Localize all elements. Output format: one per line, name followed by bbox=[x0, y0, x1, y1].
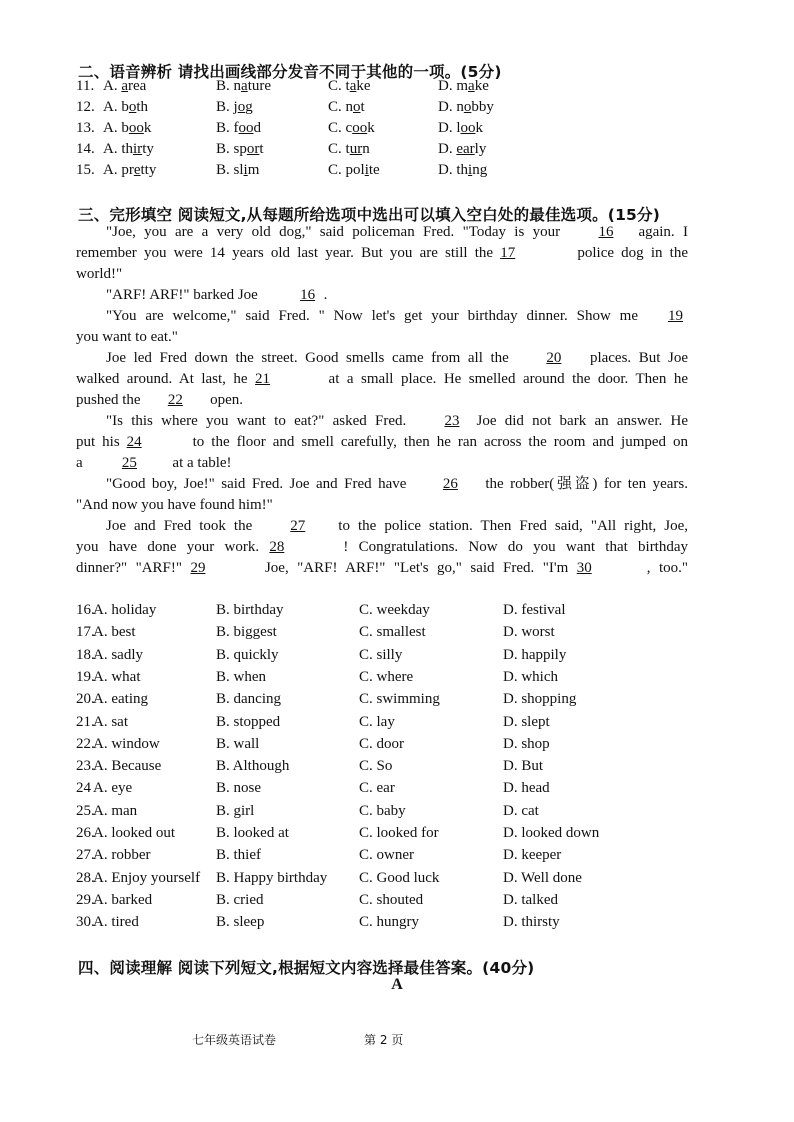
question-number: 20. bbox=[76, 691, 95, 708]
passage-text: open. bbox=[206, 392, 243, 408]
word-suffix: ture bbox=[247, 78, 272, 94]
option-c[interactable]: C. weekday bbox=[359, 602, 430, 618]
passage-text: ! Congratulations. Now do you want that birthday bbox=[343, 539, 689, 555]
option-d[interactable]: D. festival bbox=[503, 602, 566, 618]
underlined-letters: o bbox=[237, 99, 246, 115]
passage-text: you want to eat." bbox=[76, 329, 178, 345]
word-prefix: c bbox=[345, 120, 353, 136]
question-number: 22. bbox=[76, 735, 95, 752]
question-number: 17. bbox=[76, 624, 95, 641]
option-a[interactable]: A. eating bbox=[93, 691, 148, 708]
word-suffix: t bbox=[259, 141, 264, 157]
option-a[interactable] bbox=[103, 99, 148, 116]
passage-text: dinner?" "ARF!" bbox=[76, 560, 191, 576]
underlined-letters: o bbox=[463, 99, 472, 115]
option-a[interactable]: A. eye bbox=[93, 780, 133, 797]
blank-26: 26 bbox=[442, 476, 458, 492]
passage-line bbox=[76, 369, 688, 390]
option-a[interactable] bbox=[103, 162, 156, 179]
passage-line bbox=[76, 264, 122, 285]
option-c[interactable]: C. door bbox=[359, 735, 404, 752]
blank-23: 23 bbox=[444, 413, 460, 429]
word-prefix: f bbox=[233, 120, 239, 136]
blank-30: 30 bbox=[576, 560, 592, 576]
underlined-letters: or bbox=[246, 141, 260, 157]
option-a[interactable]: A. looked out bbox=[93, 825, 176, 841]
option-d[interactable] bbox=[438, 141, 486, 158]
option-b[interactable]: B. nose bbox=[216, 780, 261, 797]
option-d[interactable]: D. cat bbox=[503, 802, 539, 819]
option-c[interactable]: C. smallest bbox=[359, 624, 426, 641]
option-a[interactable]: A. sadly bbox=[93, 646, 143, 663]
option-b[interactable]: B. birthday bbox=[216, 602, 284, 618]
option-d[interactable] bbox=[438, 162, 487, 179]
passage-text: Joe did not bark an answer. He bbox=[476, 413, 688, 429]
word-suffix: ke bbox=[474, 78, 489, 94]
option-d[interactable]: D. slept bbox=[503, 713, 550, 730]
underlined-letters: e bbox=[133, 162, 141, 178]
option-b[interactable] bbox=[216, 120, 261, 137]
option-c[interactable]: C. looked for bbox=[359, 825, 439, 841]
passage-line bbox=[76, 285, 327, 306]
passage-text: you have done your work. bbox=[76, 539, 270, 555]
option-c[interactable]: C. shouted bbox=[359, 891, 424, 908]
option-d[interactable]: D. shopping bbox=[503, 691, 577, 708]
word-suffix: k bbox=[367, 120, 375, 136]
word-suffix: tty bbox=[140, 162, 157, 178]
passage-line bbox=[76, 348, 688, 369]
passage-line bbox=[76, 411, 688, 432]
option-a[interactable]: A. tired bbox=[93, 914, 139, 931]
word-suffix: th bbox=[136, 99, 149, 115]
option-letter: D. bbox=[438, 78, 457, 94]
option-a[interactable]: A. best bbox=[93, 624, 136, 641]
passage-text: , too." bbox=[646, 560, 688, 576]
option-b[interactable]: B. girl bbox=[216, 802, 255, 819]
blank-29: 29 bbox=[190, 560, 206, 576]
option-a[interactable]: A. Because bbox=[93, 758, 162, 775]
option-letter: D. bbox=[438, 162, 457, 178]
word-suffix: rea bbox=[128, 78, 147, 94]
passage-line bbox=[76, 558, 688, 579]
passage-line bbox=[76, 537, 688, 558]
question-number: 19. bbox=[76, 668, 95, 685]
option-letter: C. bbox=[328, 162, 346, 178]
option-d[interactable]: D. keeper bbox=[503, 847, 562, 864]
word-suffix: ng bbox=[472, 162, 488, 178]
passage-text: pushed the bbox=[76, 392, 145, 408]
option-d[interactable] bbox=[438, 99, 494, 116]
option-letter: B. bbox=[216, 99, 234, 115]
option-c[interactable]: C. swimming bbox=[359, 691, 440, 708]
passage-text: at a small place. He smelled around the door. Then he bbox=[321, 371, 688, 387]
option-letter: C. bbox=[328, 141, 346, 157]
option-letter: D. bbox=[438, 99, 457, 115]
underlined-letters: a bbox=[468, 78, 475, 94]
passage-text: the robber(强盗) for ten years. bbox=[478, 476, 688, 492]
question-number: 23. bbox=[76, 758, 95, 775]
option-a[interactable]: A. robber bbox=[93, 847, 151, 864]
underlined-letters: ear bbox=[456, 141, 475, 157]
passage-text: "Is this where you want to eat?" asked Fred. bbox=[106, 413, 415, 429]
passage-text: Joe and Fred took the bbox=[106, 518, 261, 534]
option-a[interactable]: A. barked bbox=[93, 891, 153, 908]
blank-20: 20 bbox=[546, 350, 562, 366]
option-c[interactable]: C. lay bbox=[359, 713, 395, 730]
page-number: 第 2 页 bbox=[364, 1033, 404, 1047]
option-a[interactable]: A. holiday bbox=[93, 602, 157, 618]
option-b[interactable]: B. quickly bbox=[216, 646, 279, 663]
passage-text: a bbox=[76, 455, 87, 471]
passage-text: put his bbox=[76, 434, 127, 450]
option-d[interactable]: D. But bbox=[503, 758, 544, 775]
word-prefix: pr bbox=[121, 162, 134, 178]
passage-text: "And now you have found him!" bbox=[76, 497, 273, 513]
option-letter: B. bbox=[216, 120, 234, 136]
option-a[interactable] bbox=[103, 120, 151, 137]
question-number: 13. bbox=[76, 120, 95, 136]
option-d[interactable] bbox=[438, 120, 483, 137]
word-suffix: ke bbox=[356, 78, 371, 94]
word-suffix: k bbox=[475, 120, 484, 136]
option-b[interactable]: B. Although bbox=[216, 758, 290, 775]
passage-line bbox=[76, 474, 688, 495]
passage-text: at a table! bbox=[172, 455, 232, 471]
question-number: 29. bbox=[76, 891, 95, 908]
option-b[interactable]: B. wall bbox=[216, 735, 260, 752]
option-c[interactable] bbox=[328, 99, 365, 116]
option-b[interactable] bbox=[216, 141, 264, 158]
option-b[interactable] bbox=[216, 99, 253, 116]
underlined-letters: i bbox=[468, 162, 473, 178]
word-suffix: k bbox=[143, 120, 152, 136]
option-d[interactable]: D. head bbox=[503, 780, 550, 797]
passage-text: again. I bbox=[638, 224, 688, 240]
option-c[interactable]: C. where bbox=[359, 668, 414, 685]
passage-text: Joe led Fred down the street. Good smells came from all the bbox=[106, 350, 517, 366]
question-number: 11. bbox=[76, 78, 95, 94]
underlined-letters: i bbox=[364, 162, 369, 178]
underlined-letters: o bbox=[353, 99, 361, 115]
blank-28: 28 bbox=[269, 539, 285, 555]
section2-title: 二、语音辨析 请找出画线部分发音不同于其他的一项。(5分) bbox=[78, 63, 502, 81]
option-letter: A. bbox=[103, 99, 122, 115]
passage-line bbox=[76, 453, 232, 474]
passage-text: places. But Joe bbox=[582, 350, 688, 366]
section3-title: 三、完形填空 阅读短文,从每题所给选项中选出可以填入空白处的最佳选项。(15分) bbox=[78, 206, 661, 224]
option-d[interactable] bbox=[438, 78, 489, 95]
option-b[interactable]: B. thief bbox=[216, 847, 261, 864]
option-b[interactable]: B. dancing bbox=[216, 691, 281, 708]
option-b[interactable]: B. stopped bbox=[216, 713, 281, 730]
question-number: 14. bbox=[76, 141, 95, 157]
word-suffix: g bbox=[245, 99, 253, 115]
question-number: 26. bbox=[76, 825, 95, 841]
passage-text: police dog in the bbox=[570, 245, 688, 261]
passage-line bbox=[76, 327, 178, 348]
passage-line bbox=[76, 222, 688, 243]
option-c[interactable]: C. owner bbox=[359, 847, 414, 864]
passage-line bbox=[76, 243, 688, 264]
blank-19: 19 bbox=[668, 308, 683, 324]
option-d[interactable]: D. Well done bbox=[503, 869, 582, 886]
passage-label: A bbox=[391, 976, 403, 993]
option-c[interactable]: C. Good luck bbox=[359, 869, 440, 886]
word-prefix: n bbox=[345, 99, 354, 115]
word-prefix: n bbox=[456, 99, 464, 115]
option-a[interactable]: A. man bbox=[93, 802, 138, 819]
word-prefix: b bbox=[121, 99, 129, 115]
option-letter: A. bbox=[103, 120, 122, 136]
word-suffix: bby bbox=[471, 99, 494, 115]
option-letter: C. bbox=[328, 99, 346, 115]
option-letter: A. bbox=[103, 141, 122, 157]
question-number: 16. bbox=[76, 602, 95, 618]
option-d[interactable]: D. looked down bbox=[503, 825, 600, 841]
blank-21: 21 bbox=[255, 371, 271, 387]
question-number: 15. bbox=[76, 162, 95, 178]
passage-line bbox=[76, 432, 688, 453]
option-b[interactable]: B. Happy birthday bbox=[216, 869, 328, 886]
passage-line bbox=[76, 516, 688, 537]
word-prefix: sl bbox=[233, 162, 244, 178]
word-suffix: ly bbox=[474, 141, 487, 157]
word-prefix: t bbox=[345, 141, 350, 157]
question-number: 18. bbox=[76, 646, 95, 663]
word-prefix: t bbox=[345, 78, 350, 94]
blank-16: 16 bbox=[300, 287, 316, 303]
option-d[interactable]: D. thirsty bbox=[503, 914, 560, 931]
word-prefix: pol bbox=[345, 162, 365, 178]
exam-name: 七年级英语试卷 bbox=[192, 1033, 277, 1047]
underlined-letters: ir bbox=[133, 141, 143, 157]
option-c[interactable] bbox=[328, 162, 380, 179]
option-letter: C. bbox=[328, 120, 346, 136]
option-c[interactable]: C. baby bbox=[359, 802, 406, 819]
option-c[interactable]: C. hungry bbox=[359, 914, 419, 931]
option-b[interactable]: B. biggest bbox=[216, 624, 277, 641]
option-a[interactable] bbox=[103, 141, 154, 158]
passage-line bbox=[76, 306, 688, 327]
question-number: 12. bbox=[76, 99, 95, 115]
passage-text: remember you were 14 years old last year. But you are still the bbox=[76, 245, 501, 261]
underlined-letters: a bbox=[349, 78, 357, 94]
passage-text: "Good boy, Joe!" said Fred. Joe and Fred have bbox=[106, 476, 413, 492]
question-number: 27. bbox=[76, 847, 95, 864]
blank-16: 16 bbox=[598, 224, 614, 240]
option-b[interactable]: B. when bbox=[216, 668, 266, 685]
option-letter: A. bbox=[103, 162, 122, 178]
underlined-letters: oo bbox=[238, 120, 254, 136]
underlined-letters: oo bbox=[352, 120, 368, 136]
passage-text: "ARF! ARF!" barked Joe bbox=[106, 287, 262, 303]
blank-17: 17 bbox=[500, 245, 516, 261]
word-prefix: th bbox=[121, 141, 134, 157]
passage-text: to the floor and smell carefully, then he ran across the room and jumped on bbox=[192, 434, 688, 450]
option-a[interactable]: A. Enjoy yourself bbox=[93, 869, 201, 886]
question-number: 30. bbox=[76, 914, 95, 931]
passage-text: "You are welcome," said Fred. " Now let's get your birthday dinner. Show me bbox=[106, 308, 638, 324]
option-c[interactable] bbox=[328, 120, 375, 137]
word-suffix: te bbox=[368, 162, 380, 178]
option-c[interactable] bbox=[328, 78, 371, 95]
passage-line bbox=[76, 495, 273, 516]
option-d[interactable]: D. talked bbox=[503, 891, 558, 908]
question-number: 24 bbox=[76, 780, 91, 797]
underlined-letters: a bbox=[121, 78, 129, 94]
passage-text: to the police station. Then Fred said, "All right, Joe, bbox=[330, 518, 689, 534]
option-a[interactable] bbox=[103, 78, 146, 95]
passage-text: . bbox=[323, 287, 328, 303]
option-b[interactable]: B. cried bbox=[216, 891, 264, 908]
underlined-letters: oo bbox=[128, 120, 144, 136]
option-b[interactable] bbox=[216, 162, 259, 179]
option-a[interactable]: A. window bbox=[93, 735, 160, 752]
word-prefix: l bbox=[456, 120, 461, 136]
option-d[interactable]: D. shop bbox=[503, 735, 550, 752]
word-prefix: th bbox=[456, 162, 469, 178]
option-c[interactable]: C. ear bbox=[359, 780, 395, 797]
option-letter: B. bbox=[216, 141, 234, 157]
blank-25: 25 bbox=[121, 455, 137, 471]
underlined-letters: o bbox=[128, 99, 137, 115]
word-prefix: sp bbox=[233, 141, 247, 157]
option-d[interactable]: D. happily bbox=[503, 646, 567, 663]
option-d[interactable]: D. worst bbox=[503, 624, 555, 641]
blank-22: 22 bbox=[167, 392, 183, 408]
option-b[interactable]: B. looked at bbox=[216, 825, 289, 841]
option-letter: D. bbox=[438, 141, 457, 157]
option-b[interactable]: B. sleep bbox=[216, 914, 265, 931]
underlined-letters: a bbox=[241, 78, 248, 94]
word-prefix: b bbox=[121, 120, 129, 136]
option-d[interactable]: D. which bbox=[503, 668, 558, 685]
word-prefix: m bbox=[456, 78, 469, 94]
option-c[interactable]: C. silly bbox=[359, 646, 403, 663]
option-c[interactable] bbox=[328, 141, 370, 158]
option-a[interactable]: A. sat bbox=[93, 713, 128, 730]
word-suffix: d bbox=[253, 120, 262, 136]
word-suffix: m bbox=[247, 162, 260, 178]
passage-text: world!" bbox=[76, 266, 123, 282]
blank-27: 27 bbox=[290, 518, 306, 534]
question-number: 25. bbox=[76, 802, 95, 819]
option-letter: B. bbox=[216, 78, 234, 94]
option-b[interactable] bbox=[216, 78, 271, 95]
passage-text: Joe, "ARF! ARF!" "Let's go," said Fred. "I'm bbox=[256, 560, 577, 576]
option-c[interactable]: C. So bbox=[359, 758, 393, 775]
underlined-letters: i bbox=[243, 162, 248, 178]
option-letter: C. bbox=[328, 78, 346, 94]
word-suffix: t bbox=[360, 99, 365, 115]
passage-text: walked around. At last, he bbox=[76, 371, 256, 387]
word-suffix: n bbox=[362, 141, 370, 157]
passage-line bbox=[76, 390, 243, 411]
option-a[interactable]: A. what bbox=[93, 668, 141, 685]
option-letter: A. bbox=[103, 78, 122, 94]
word-prefix: j bbox=[233, 99, 238, 115]
passage-text: "Joe, you are a very old dog," said policeman Fred. "Today is your bbox=[106, 224, 569, 240]
question-number: 28. bbox=[76, 869, 95, 886]
option-letter: B. bbox=[216, 162, 234, 178]
blank-24: 24 bbox=[126, 434, 142, 450]
word-prefix: n bbox=[233, 78, 242, 94]
section4-title: 四、阅读理解 阅读下列短文,根据短文内容选择最佳答案。(40分) bbox=[78, 959, 535, 977]
question-number: 21. bbox=[76, 713, 95, 730]
word-suffix: ty bbox=[142, 141, 154, 157]
underlined-letters: ur bbox=[349, 141, 363, 157]
underlined-letters: oo bbox=[460, 120, 476, 136]
option-letter: D. bbox=[438, 120, 457, 136]
